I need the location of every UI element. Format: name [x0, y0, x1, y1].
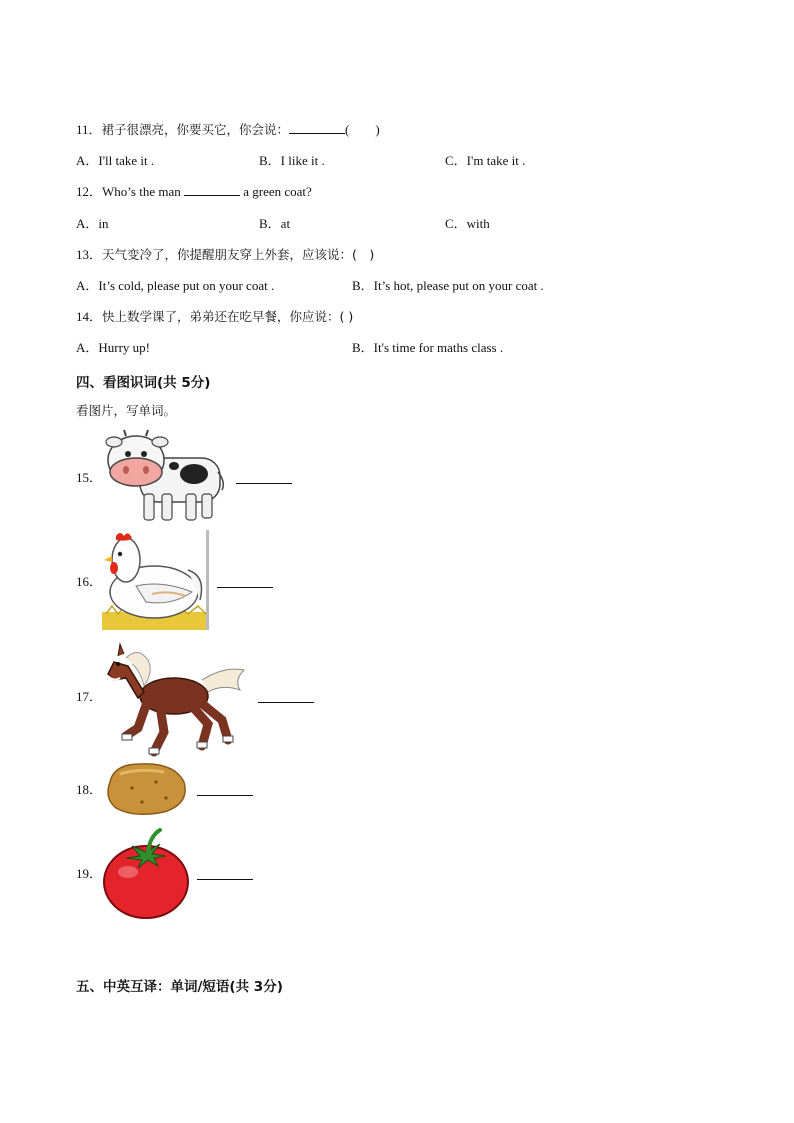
- tomato-icon: [102, 826, 190, 920]
- item-15-number: 15．: [76, 470, 103, 485]
- answer-blank[interactable]: [184, 184, 240, 196]
- question-stem-before: Who’s the man: [102, 184, 184, 199]
- question-number: 13．: [76, 247, 103, 262]
- question-number: 12．: [76, 184, 103, 199]
- question-stem-after: a green coat?: [239, 184, 312, 199]
- question-stem: 裙子很漂亮，你要买它，你会说：: [101, 122, 290, 137]
- option-14-b[interactable]: B．It's time for maths class .: [352, 340, 504, 355]
- horse-icon: [104, 636, 248, 758]
- hen-icon: [102, 530, 210, 632]
- option-13-a[interactable]: A．It’s cold, please put on your coat .: [76, 278, 275, 293]
- question-13: [76, 247, 374, 263]
- question-number: 14．: [76, 309, 103, 324]
- potato-icon: [104, 760, 188, 818]
- item-18-number: 18．: [76, 782, 103, 797]
- option-11-b[interactable]: B．I like it .: [259, 153, 325, 168]
- question-12: [76, 184, 312, 200]
- option-12-a[interactable]: A．in: [76, 216, 109, 231]
- question-14: [76, 309, 353, 325]
- answer-blank[interactable]: [289, 122, 345, 134]
- option-14-a[interactable]: A．Hurry up!: [76, 340, 151, 355]
- option-13-b[interactable]: B．It’s hot, please put on your coat .: [352, 278, 544, 293]
- answer-line-19[interactable]: [197, 879, 253, 880]
- section-4-instruction: 看图片，写单词。: [76, 403, 177, 418]
- answer-line-17[interactable]: [258, 702, 314, 703]
- question-stem: 快上数学课了，弟弟还在吃早餐，你应说：( ): [102, 309, 354, 324]
- section-4-heading: 四、看图识词(共 5分): [76, 375, 211, 391]
- item-17-number: 17．: [76, 689, 103, 704]
- option-11-c[interactable]: C．I'm take it .: [445, 153, 526, 168]
- option-12-b[interactable]: B．at: [259, 216, 291, 231]
- question-11: [76, 122, 380, 138]
- option-12-c[interactable]: C．with: [445, 216, 490, 231]
- answer-paren[interactable]: ( ): [345, 122, 380, 137]
- option-11-a[interactable]: A．I'll take it .: [76, 153, 155, 168]
- item-16-number: 16．: [76, 574, 103, 589]
- answer-line-15[interactable]: [236, 483, 292, 484]
- item-19-number: 19．: [76, 866, 103, 881]
- section-5-heading: 五、中英互译：单词/短语(共 3分): [76, 979, 283, 995]
- answer-line-16[interactable]: [217, 587, 273, 588]
- cow-icon: [102, 428, 226, 526]
- answer-line-18[interactable]: [197, 795, 253, 796]
- question-number: 11．: [76, 122, 102, 137]
- question-stem: 天气变冷了，你提醒朋友穿上外套，应该说：( ): [102, 247, 375, 262]
